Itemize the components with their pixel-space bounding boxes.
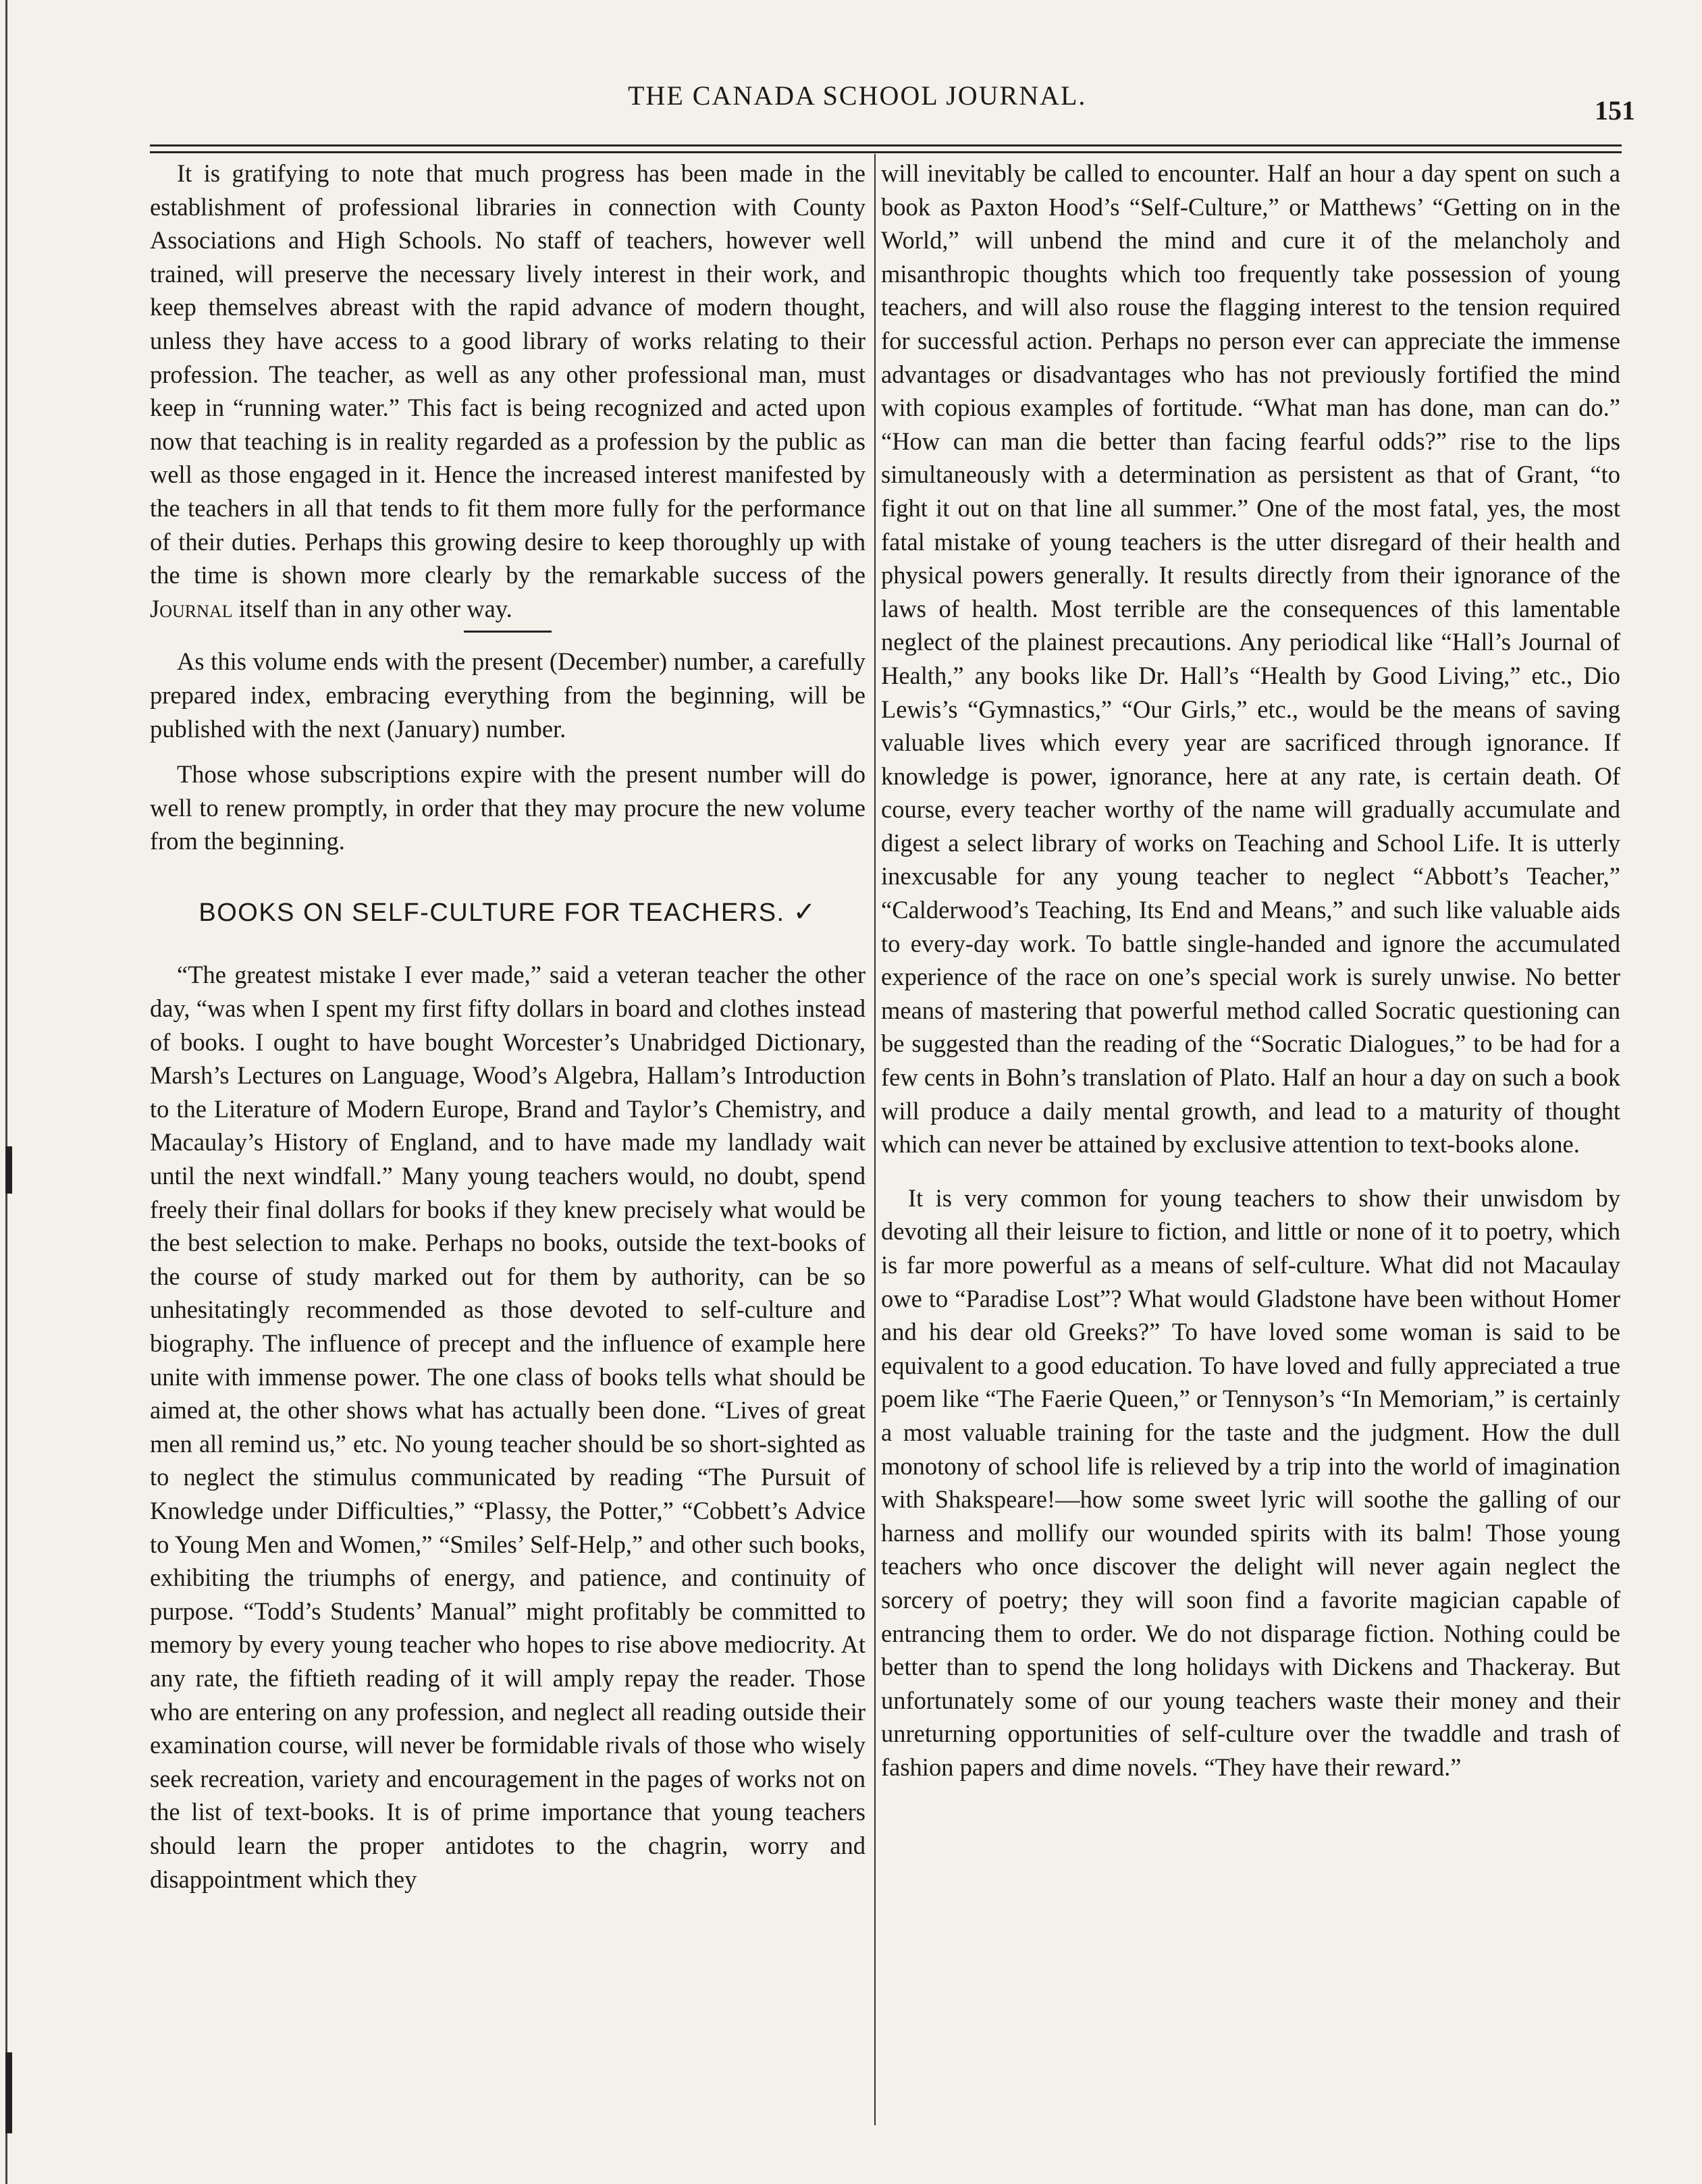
column-divider — [874, 154, 876, 2125]
header-rule-upper — [150, 144, 1622, 147]
margin-mark — [5, 1146, 12, 1194]
header-rule-lower — [150, 151, 1622, 153]
section-title — [150, 896, 866, 930]
paragraph-greatest-mistake: “The greatest mistake I ever made,” said a veteran teacher the other day, “was when I spent my first fifty dollars in board and clothes instead of books. I ought to have bought Worcester’s Unabridged Dictionary, Marsh’s Lectures on Language, Wood’s Algebra, Hallam’s Introduction to the Literature of Modern Europe, Brand and Taylor’s Chemistry, and Macaulay’s History of England, and to have made my landlady wait until the next windfall.” Many young teachers would, no doubt, spend freely their final dollars for books if they knew precisely what would be the best selection to make. Perhaps no books, outside the text-books of the course of study marked out for them by authority, can be so unhesitatingly recommended as those devoted to self-culture and biography. The influence of precept and the influence of example here unite with immense power. The one class of books tells what should be aimed at, the other shows what has actually been done. “Lives of great men all remind us,” etc. No young teacher should be so short-sighted as to neglect the stimulus communicated by reading “The Pursuit of Knowledge under Difficulties,” “Plassy, the Potter,” “Cobbett’s Advice to Young Men and Women,” “Smiles’ Self-Help,” and other such books, exhibiting the triumphs of energy, and patience, and continuity of purpose. “Todd’s Students’ Manual” might profitably be committed to memory by every young teacher who hopes to rise above mediocrity. At any rate, the fiftieth reading of it will amply repay the reader. Those who are entering on any profession, and neglect all reading outside their examination course, will never be formidable rivals of those who wisely seek recreation, variety and encouragement in the pages of works not on the list of text-books. It is of prime importance that young teachers should learn the proper antidotes to the chagrin, worry and disappointment which they — [150, 961, 866, 1893]
page-number: 151 — [1595, 95, 1635, 126]
margin-mark — [5, 2052, 12, 2133]
paragraph-volume-index: As this volume ends with the present (December) number, a carefully prepared index, embracing everything from the beginning, will be published with the next (January) number. — [150, 647, 866, 743]
right-column — [881, 157, 1620, 1784]
journal-name: Journal — [150, 594, 233, 622]
handwritten-check-mark: ✓ — [793, 897, 817, 927]
page-edge-rule — [5, 0, 7, 2184]
separator-rule — [464, 631, 552, 633]
paragraph-continued: will inevitably be called to encounter. Half an hour a day spent on such a book as Paxton Hood’s “Self-Culture,” or Matthews’ “Getting on in the World,” will unbend the mind and cure it of the melancholy and misanthropic thoughts which too frequently take possession of young teachers, and will also rouse the flagging interest to the tension required for successful action. Perhaps no person ever can appreciate the immense advantages or disadvantages who has not previously fortified the mind with copious examples of fortitude. “What man has done, man can do.” “How can man die better than facing fearful odds?” rise to the lips simultaneously with a determination as persistent as that of Grant, “to fight it out on that line all summer.” One of the most fatal, yes, the most fatal mistake of young teachers is the utter disregard of their health and physical powers generally. It results directly from their ignorance of the laws of health. Most terrible are the consequences of this lamentable neglect of the plainest precautions. Any periodical like “Hall’s Journal of Health,” any books like Dr. Hall’s “Health by Good Living,” etc., Dio Lewis’s “Gymnastics,” “Our Girls,” etc., would be the means of saving valuable lives which every year are sacrificed through ignorance. If knowledge is power, ignorance, here at any rate, is certain death. Of course, every teacher worthy of the name will gradually accumulate and digest a select library of works on Teaching and School Life. It is utterly inexcusable for any young teacher to neglect “Abbott’s Teacher,” “Calderwood’s Teaching, Its End and Means,” and such like valuable aids to every-day work. To battle single-handed and ignore the accumulated experience of the race on one’s special work is surely unwise. No better means of mastering that powerful method called Socratic questioning can be suggested than the reading of the “Socratic Dialogues,” to be had for a few cents in Bohn’s translation of Plato. Half an hour a day on such a book will produce a daily mental growth, and lead to a maturity of thought which can never be attained by exclusive attention to text-books alone. — [881, 159, 1620, 1158]
paragraph-text-end: itself than in any other way. — [232, 594, 512, 622]
paragraph-professional-libraries — [150, 157, 866, 625]
paragraph-subscriptions: Those whose subscriptions expire with the present number will do well to renew promptly, in order that they may procure the new volume from the beginning. — [150, 760, 866, 855]
paragraph-poetry: It is very common for young teachers to show their unwisdom by devoting all their leisure to fiction, and little or none of it to poetry, which is far more powerful as a means of self-culture. What did not Macaulay owe to “Paradise Lost”? What would Gladstone have been without Homer and his dear old Greeks?” To have loved some woman is said to be equivalent to a good education. To have loved and fully appreciated a true poem like “The Faerie Queen,” or Tennyson’s “In Memoriam,” is certainly a most valuable training for the taste and the judgment. How the dull monotony of school life is relieved by a trip into the world of imagination with Shakspeare!—how some sweet lyric will soothe the galling of our harness and mollify our wounded spirits with its balm! Those young teachers who once discover the delight will never again neglect the sorcery of poetry; they will soon find a favorite magician capable of entrancing them to order. We do not disparage fiction. Nothing could be better than to spend the long holidays with Dickens and Thackeray. But unfortunately some of our young teachers waste their money and their unreturning opportunities of self-culture over the twaddle and trash of fashion papers and dime novels. “They have their reward.” — [881, 1183, 1620, 1781]
section-title-text: BOOKS ON SELF-CULTURE FOR TEACHERS. — [198, 898, 785, 927]
paragraph-text: It is gratifying to note that much progress has been made in the establishment of professional libraries in connection with County Associations and High Schools. No staff of teachers, however well trained, will preserve the necessary lively interest in their work, and keep themselves abreast with the rapid advance of modern thought, unless they have access to a good library of works relating to their profession. The teacher, as well as any other professional man, must keep in “running water.” This fact is being recognized and acted upon now that teaching is in reality regarded as a profession by the public as well as those engaged in it. Hence the increased interest manifested by the teachers in all that tends to fit them more fully for the performance of their duties. Perhaps this growing desire to keep thoroughly up with the time is shown more clearly by the remarkable success of the — [150, 159, 866, 589]
left-column — [150, 157, 866, 1896]
running-head: THE CANADA SCHOOL JOURNAL. — [628, 80, 1087, 111]
